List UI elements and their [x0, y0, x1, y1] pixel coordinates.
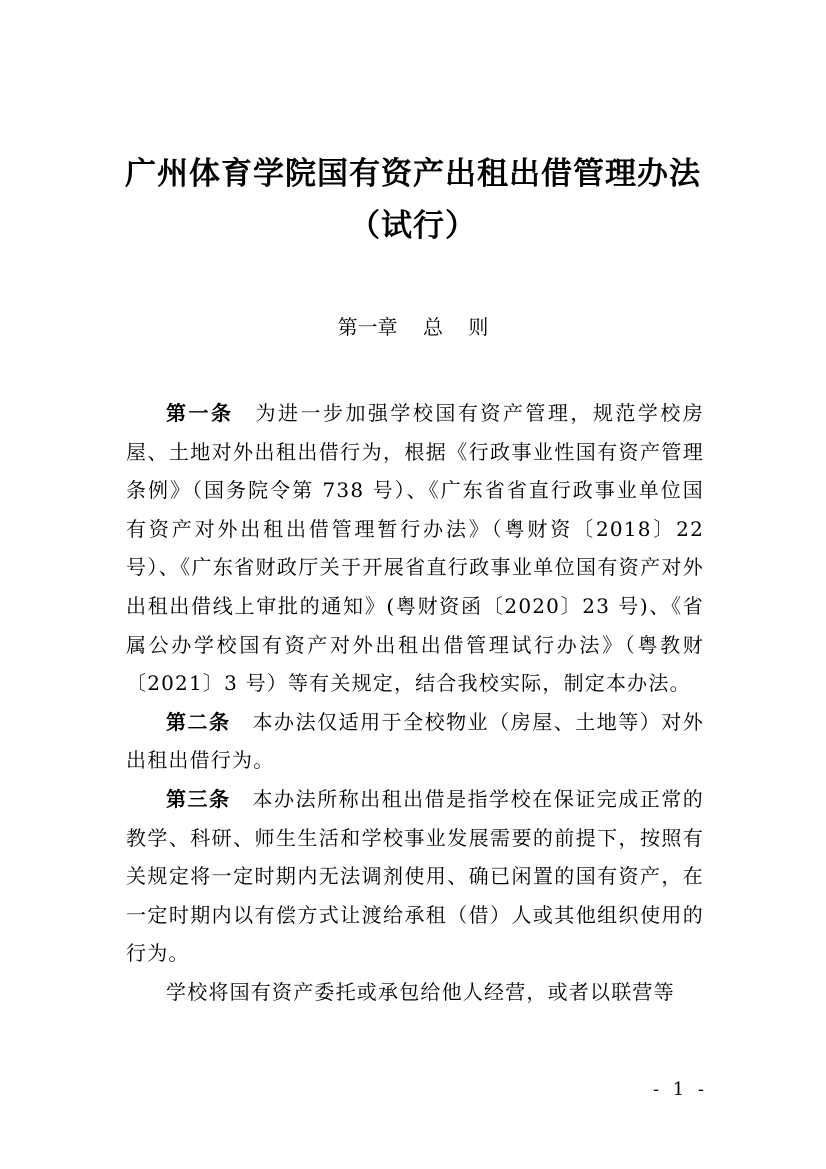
article-label: 第二条 — [166, 709, 231, 734]
title-block — [0, 148, 826, 252]
article-paragraph — [126, 394, 704, 703]
document-title-subtitle: （试行） — [349, 208, 477, 244]
paragraph-text: 学校将国有资产委托或承包给他人经营，或者以联营等 — [166, 979, 675, 1004]
article-label: 第一条 — [166, 401, 234, 425]
chapter-heading: 第一章 总 则 — [337, 315, 489, 339]
body-paragraph — [126, 973, 704, 1012]
article-text: 本办法所称出租出借是指学校在保证完成正常的教学、科研、师生生活和学校事业发展需要的前提下，按照有关规定将一定时期内无法调剂使用、确已闲置的国有资产，在一定时期内以有偿方式让渡给承租（借）人或其他组织使用的行为。 — [126, 786, 704, 966]
article-text: 本办法仅适用于全校物业（房屋、土地等）对外出租出借行为。 — [126, 709, 704, 773]
article-paragraph — [126, 703, 704, 780]
page-number: - 1 - — [652, 1079, 708, 1100]
article-paragraph — [126, 780, 704, 973]
document-title: 广州体育学院国有资产出租出借管理办法 — [125, 156, 701, 192]
document-body — [126, 394, 704, 1012]
article-label: 第三条 — [166, 786, 231, 811]
article-text: 为进一步加强学校国有资产管理，规范学校房屋、土地对外出租出借行为，根据《行政事业性国有资产管理条例》（国务院令第 738 号）、《广东省省直行政事业单位国有资产对外出租出借管理暂行办法》（粤财资〔2018〕22 号）、《广东省财政厅关于开展省直行政事业单位国有资产对外出租出借线上审批的通知》(粤财资函〔2020〕23 号)、《省属公办学校国有资产对外出租出借管理试行办法》（粤教财〔2021〕3 号）等有关规定，结合我校实际，制定本办法。 — [126, 401, 705, 696]
